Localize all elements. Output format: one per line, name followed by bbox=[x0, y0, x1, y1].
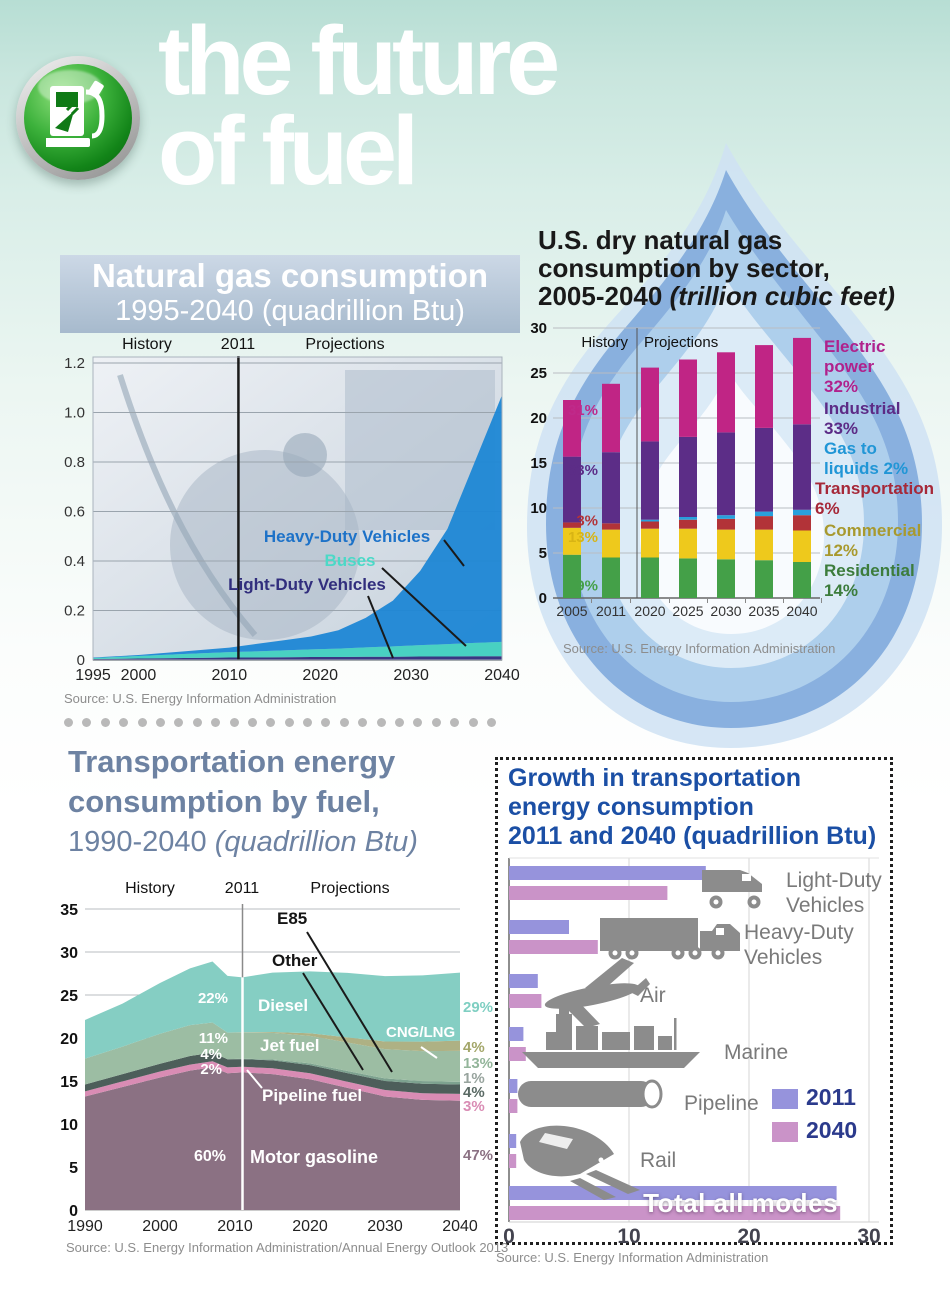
y-tick-label: 0 bbox=[76, 652, 85, 669]
y-tick-label: 25 bbox=[60, 988, 78, 1005]
row-label-line: Light-Duty bbox=[786, 869, 882, 892]
growth-title-line3: 2011 and 2040 (quadrillion Btu) bbox=[508, 822, 877, 850]
x-tick-label: 2000 bbox=[142, 1218, 178, 1235]
dot bbox=[487, 718, 496, 727]
legend-line: Commercial bbox=[824, 521, 922, 540]
bar-2011-3 bbox=[509, 1027, 523, 1041]
x-tick-label: 10 bbox=[617, 1225, 641, 1248]
x-tick-label: 2025 bbox=[672, 603, 704, 619]
bar-segment-commercial bbox=[755, 530, 773, 561]
y-tick-label: 20 bbox=[530, 410, 547, 427]
inline-percent-label: 33% bbox=[567, 462, 598, 480]
pct-diesel-left: 22% bbox=[197, 990, 228, 1007]
area-label-other: Other bbox=[272, 951, 318, 970]
inline-percent-label: 31% bbox=[567, 401, 598, 419]
sector-title-line1: U.S. dry natural gas bbox=[538, 225, 783, 255]
container bbox=[602, 1032, 630, 1050]
growth-chart-title bbox=[508, 764, 888, 851]
pct-jet-left: 11% bbox=[198, 1030, 228, 1047]
bar-2011-2 bbox=[509, 974, 538, 988]
natural-gas-chart-title: Natural gas consumption bbox=[91, 257, 489, 294]
bar-segment-industrial bbox=[717, 432, 735, 515]
fuel-pump-plug-icon bbox=[46, 80, 110, 156]
x-tick-label: 2005 bbox=[556, 603, 588, 619]
green-fuel-badge bbox=[16, 56, 140, 180]
pct-pipeline-left: 2% bbox=[200, 1061, 222, 1078]
pipe bbox=[518, 1081, 654, 1107]
x-tick-label: 30 bbox=[857, 1225, 881, 1248]
bar-segment-transportation bbox=[641, 522, 659, 529]
legend-line: Electric bbox=[824, 337, 886, 356]
bar-segment-electric-power bbox=[641, 368, 659, 442]
trailer bbox=[600, 918, 698, 951]
delivery-van-icon bbox=[702, 870, 762, 909]
bar-segment-gas-to-liquids bbox=[793, 510, 811, 515]
train-nose bbox=[520, 1126, 614, 1177]
growth-title-line2: energy consumption bbox=[508, 793, 754, 821]
pct-right-label: 47% bbox=[463, 1147, 494, 1164]
bar-segment-industrial bbox=[641, 441, 659, 519]
y-tick-label: 35 bbox=[60, 902, 78, 919]
dot bbox=[321, 718, 330, 727]
container bbox=[658, 1036, 672, 1050]
x-tick-label: 20 bbox=[737, 1225, 761, 1248]
y-tick-label: 0.6 bbox=[64, 503, 85, 521]
x-tick-label: 2020 bbox=[292, 1218, 328, 1235]
total-all-modes-label: Total all modes bbox=[643, 1188, 838, 1218]
container-ship-icon bbox=[522, 1008, 700, 1068]
mast bbox=[674, 1018, 677, 1050]
row-label-line: Pipeline bbox=[684, 1092, 759, 1115]
bar-segment-commercial bbox=[717, 530, 735, 560]
bar-segment-electric-power bbox=[793, 338, 811, 424]
x-tick-label: 2040 bbox=[786, 603, 818, 619]
legend-line: 6% bbox=[815, 499, 840, 518]
source-sector: Source: U.S. Energy Information Administration bbox=[563, 641, 836, 656]
y-tick-label: 1.0 bbox=[64, 404, 85, 422]
legend-swatch-2011 bbox=[772, 1089, 798, 1109]
bar-segment-commercial bbox=[793, 531, 811, 563]
area-label-jet-fuel: Jet fuel bbox=[260, 1036, 320, 1055]
van-body bbox=[702, 870, 762, 892]
y-tick-label: 0.4 bbox=[64, 553, 85, 570]
x-tick-label: 2040 bbox=[442, 1218, 478, 1235]
bar-2040-4 bbox=[509, 1099, 517, 1113]
x-tick-label: 2030 bbox=[367, 1218, 403, 1235]
bar-2040-5 bbox=[509, 1154, 516, 1168]
bar-2011-1 bbox=[509, 920, 569, 934]
series-label-heavy-duty: Heavy-Duty Vehicles bbox=[263, 527, 431, 546]
bar-segment-gas-to-liquids bbox=[679, 517, 697, 520]
bar-segment-residential bbox=[755, 560, 773, 598]
legend-entry-gas-to-liquids bbox=[824, 439, 908, 479]
y-tick-label: 20 bbox=[60, 1031, 78, 1048]
semi-truck-icon bbox=[600, 918, 740, 960]
bar-segment-commercial bbox=[679, 529, 697, 559]
legend-line: 12% bbox=[824, 541, 859, 560]
x-tick-label: 2020 bbox=[302, 667, 339, 684]
hub bbox=[693, 951, 698, 956]
source-growth: Source: U.S. Energy Information Administration bbox=[496, 1250, 769, 1265]
row-label-line: Heavy-Duty bbox=[744, 921, 854, 944]
bar-segment-residential bbox=[679, 558, 697, 598]
pct-right-label: 3% bbox=[463, 1098, 485, 1115]
bar-segment-transportation bbox=[679, 520, 697, 529]
dot bbox=[64, 718, 73, 727]
bar-segment-transportation bbox=[717, 519, 735, 530]
dot bbox=[358, 718, 367, 727]
legend-swatch-2040 bbox=[772, 1122, 798, 1142]
bar-segment-gas-to-liquids bbox=[641, 520, 659, 522]
y-tick-label: 25 bbox=[530, 365, 547, 382]
dot bbox=[138, 718, 147, 727]
pct-right-label: 13% bbox=[463, 1055, 494, 1072]
growth-title-line1: Growth in transportation bbox=[508, 764, 802, 792]
row-label-line: Marine bbox=[724, 1041, 789, 1064]
pct-right-label: 29% bbox=[463, 999, 494, 1016]
sector-title-line2: consumption by sector, bbox=[538, 253, 830, 283]
dot bbox=[413, 718, 422, 727]
legend-entry-transportation bbox=[815, 479, 934, 519]
history-label: History bbox=[581, 334, 628, 351]
y-tick-label: 0.2 bbox=[64, 602, 85, 620]
row-label-line: Vehicles bbox=[786, 894, 865, 917]
bar-segment-commercial bbox=[641, 529, 659, 558]
area-label-cng-lng: CNG/LNG bbox=[386, 1024, 456, 1041]
legend-line: Transportation bbox=[815, 479, 935, 498]
dot bbox=[266, 718, 275, 727]
x-tick-label: 1990 bbox=[67, 1218, 103, 1235]
pct-right-label: 1% bbox=[463, 1070, 485, 1087]
fuel-title-line3: 1990-2040 (quadrillion Btu) bbox=[68, 826, 418, 858]
source-fuel: Source: U.S. Energy Information Administration/Annual Energy Outlook 2013 bbox=[66, 1240, 509, 1255]
legend-label-2040: 2040 bbox=[806, 1117, 858, 1143]
natural-gas-chart-header bbox=[60, 255, 520, 333]
bar-segment-commercial bbox=[602, 530, 620, 558]
bar-2011-0 bbox=[509, 866, 706, 880]
area-label-pipeline-fuel: Pipeline fuel bbox=[262, 1086, 363, 1105]
dot bbox=[285, 718, 294, 727]
dot bbox=[377, 718, 386, 727]
hull bbox=[522, 1052, 700, 1068]
pct-right-label: 4% bbox=[463, 1039, 485, 1056]
bar-segment-electric-power bbox=[679, 360, 697, 437]
pct-right-label: 4% bbox=[463, 1084, 485, 1101]
dot bbox=[193, 718, 202, 727]
bar-segment-residential bbox=[717, 559, 735, 598]
y-tick-label: 0.8 bbox=[64, 454, 85, 471]
dot bbox=[156, 718, 165, 727]
bridge-top bbox=[559, 1008, 569, 1014]
legend-line: Residential bbox=[824, 561, 915, 580]
row-label-rail bbox=[640, 1148, 676, 1173]
bar-segment-electric-power bbox=[717, 352, 735, 432]
dot bbox=[248, 718, 257, 727]
headlight bbox=[599, 1158, 604, 1163]
bar-segment-gas-to-liquids bbox=[717, 515, 735, 519]
hub bbox=[676, 951, 681, 956]
row-label-line: Vehicles bbox=[744, 946, 823, 969]
x-tick-label: 2030 bbox=[710, 603, 742, 619]
y-tick-label: 30 bbox=[530, 320, 547, 337]
history-label: History bbox=[122, 336, 172, 353]
row-label-line: Rail bbox=[640, 1149, 677, 1172]
dot bbox=[119, 718, 128, 727]
y-tick-label: 10 bbox=[530, 500, 547, 517]
pct-other-left: 4% bbox=[200, 1046, 222, 1063]
container bbox=[546, 1032, 572, 1050]
bar-segment-residential bbox=[793, 562, 811, 598]
bar-segment-gas-to-liquids bbox=[755, 512, 773, 516]
dot bbox=[340, 718, 349, 727]
history-label: History bbox=[125, 880, 175, 897]
inline-percent-label: 13% bbox=[567, 528, 598, 546]
row-label-line: Air bbox=[640, 984, 666, 1007]
legend-line: 32% bbox=[824, 377, 859, 396]
x-tick-label: 2035 bbox=[748, 603, 780, 619]
y-tick-label: 0 bbox=[538, 590, 547, 607]
y-tick-label: 30 bbox=[60, 945, 78, 962]
hub bbox=[714, 900, 719, 905]
projections-label: Projections bbox=[644, 334, 719, 351]
legend-line: 14% bbox=[824, 581, 859, 600]
dot bbox=[230, 718, 239, 727]
bar-segment-electric-power bbox=[755, 345, 773, 428]
container bbox=[634, 1026, 654, 1050]
x-tick-label: 2030 bbox=[393, 667, 429, 684]
fuel-chart-title bbox=[68, 742, 498, 862]
dot bbox=[432, 718, 441, 727]
bar-2040-1 bbox=[509, 940, 598, 954]
x-tick-label: 2010 bbox=[217, 1218, 253, 1235]
inline-percent-label: 19% bbox=[567, 577, 598, 595]
divider-year-label: 2011 bbox=[224, 880, 260, 897]
bar-2040-0 bbox=[509, 886, 667, 900]
area-label-diesel: Diesel bbox=[258, 996, 309, 1015]
fuel-title-line2: consumption by fuel, bbox=[68, 784, 380, 819]
source-natural-gas: Source: U.S. Energy Information Administration bbox=[64, 691, 337, 706]
pipeline-icon bbox=[518, 1081, 661, 1107]
page-title-line2: of fuel bbox=[158, 96, 414, 205]
y-tick-label: 0 bbox=[69, 1203, 78, 1220]
legend-entry-residential bbox=[824, 561, 915, 601]
legend-line: Gas to bbox=[824, 439, 877, 458]
pipe-mouth bbox=[643, 1081, 661, 1107]
legend-line: 33% bbox=[824, 419, 859, 438]
bar-segment-electric-power bbox=[602, 384, 620, 452]
page-title-line1: the future bbox=[158, 6, 556, 115]
y-tick-label: 10 bbox=[60, 1117, 78, 1134]
x-tick-label: 2011 bbox=[595, 603, 627, 619]
row-label-marine bbox=[724, 1040, 788, 1065]
legend-label-2011: 2011 bbox=[806, 1084, 856, 1110]
dot bbox=[303, 718, 312, 727]
dot bbox=[101, 718, 110, 727]
bar-segment-transportation bbox=[602, 523, 620, 529]
bar-segment-industrial bbox=[679, 437, 697, 517]
y-tick-label: 15 bbox=[530, 455, 547, 472]
projections-label: Projections bbox=[305, 336, 385, 353]
y-tick-label: 15 bbox=[60, 1074, 78, 1091]
hub bbox=[716, 951, 721, 956]
cab-window bbox=[716, 928, 724, 935]
hub bbox=[630, 951, 635, 956]
hub bbox=[752, 900, 757, 905]
dot bbox=[450, 718, 459, 727]
area-label-e85: E85 bbox=[277, 909, 308, 928]
legend-line: power bbox=[824, 357, 875, 376]
bar-segment-transportation bbox=[793, 515, 811, 530]
divider-year-label: 2011 bbox=[220, 336, 256, 353]
row-label-pipeline bbox=[684, 1091, 759, 1116]
bar-2040-2 bbox=[509, 994, 541, 1008]
y-tick-label: 5 bbox=[69, 1160, 78, 1177]
container bbox=[576, 1026, 598, 1050]
series-label-light-duty: Light-Duty Vehicles bbox=[228, 575, 386, 594]
bar-segment-transportation bbox=[755, 516, 773, 530]
y-tick-label: 1.2 bbox=[64, 355, 85, 372]
sector-chart-title bbox=[538, 226, 950, 310]
bar-segment-industrial bbox=[793, 424, 811, 510]
x-tick-label: 0 bbox=[503, 1225, 515, 1248]
legend-line: Industrial bbox=[824, 399, 901, 418]
dot bbox=[469, 718, 478, 727]
dot bbox=[395, 718, 404, 727]
dot bbox=[174, 718, 183, 727]
dot bbox=[211, 718, 220, 727]
legend-entry-industrial bbox=[824, 399, 901, 439]
x-tick-label: 2020 bbox=[634, 603, 666, 619]
bar-2040-3 bbox=[509, 1047, 526, 1061]
bar-2011-5 bbox=[509, 1134, 516, 1148]
x-tick-label: 2010 bbox=[211, 667, 248, 684]
projections-label: Projections bbox=[310, 880, 390, 897]
dot bbox=[82, 718, 91, 727]
sector-title-line3: 2005-2040 (trillion cubic feet) bbox=[538, 281, 895, 311]
area-label-motor-gasoline: Motor gasoline bbox=[250, 1147, 379, 1167]
bar-segment-residential bbox=[602, 558, 620, 599]
row-label-air bbox=[640, 983, 666, 1008]
bar-segment-residential bbox=[641, 558, 659, 599]
hub bbox=[613, 951, 618, 956]
row-label-light-duty-vehicles bbox=[786, 868, 882, 918]
legend-line: liquids 2% bbox=[824, 459, 909, 478]
series-label-buses: Buses bbox=[324, 551, 376, 570]
bar-segment-industrial bbox=[602, 452, 620, 523]
page-title bbox=[158, 6, 798, 205]
y-tick-label: 5 bbox=[538, 545, 547, 562]
x-tick-label: 2040 bbox=[484, 667, 520, 684]
legend-entry-electric-power bbox=[824, 337, 885, 397]
x-tick-label: 1995 bbox=[75, 667, 111, 684]
x-tick-label: 2000 bbox=[120, 667, 157, 684]
van-window bbox=[742, 874, 751, 881]
natural-gas-chart-subtitle: 1995-2040 (quadrillion Btu) bbox=[115, 295, 465, 327]
pct-motor-left: 60% bbox=[193, 1148, 226, 1165]
row-label-heavy-duty-vehicles bbox=[744, 920, 854, 970]
bar-2011-4 bbox=[509, 1079, 517, 1093]
fuel-title-line1: Transportation energy bbox=[68, 744, 396, 779]
bridge-tower bbox=[556, 1014, 572, 1032]
bar-segment-industrial bbox=[755, 428, 773, 512]
legend-entry-commercial bbox=[824, 521, 921, 561]
photo-worker-helmet bbox=[283, 433, 327, 477]
dots-divider bbox=[64, 714, 514, 726]
inline-percent-label: 3% bbox=[576, 512, 598, 530]
